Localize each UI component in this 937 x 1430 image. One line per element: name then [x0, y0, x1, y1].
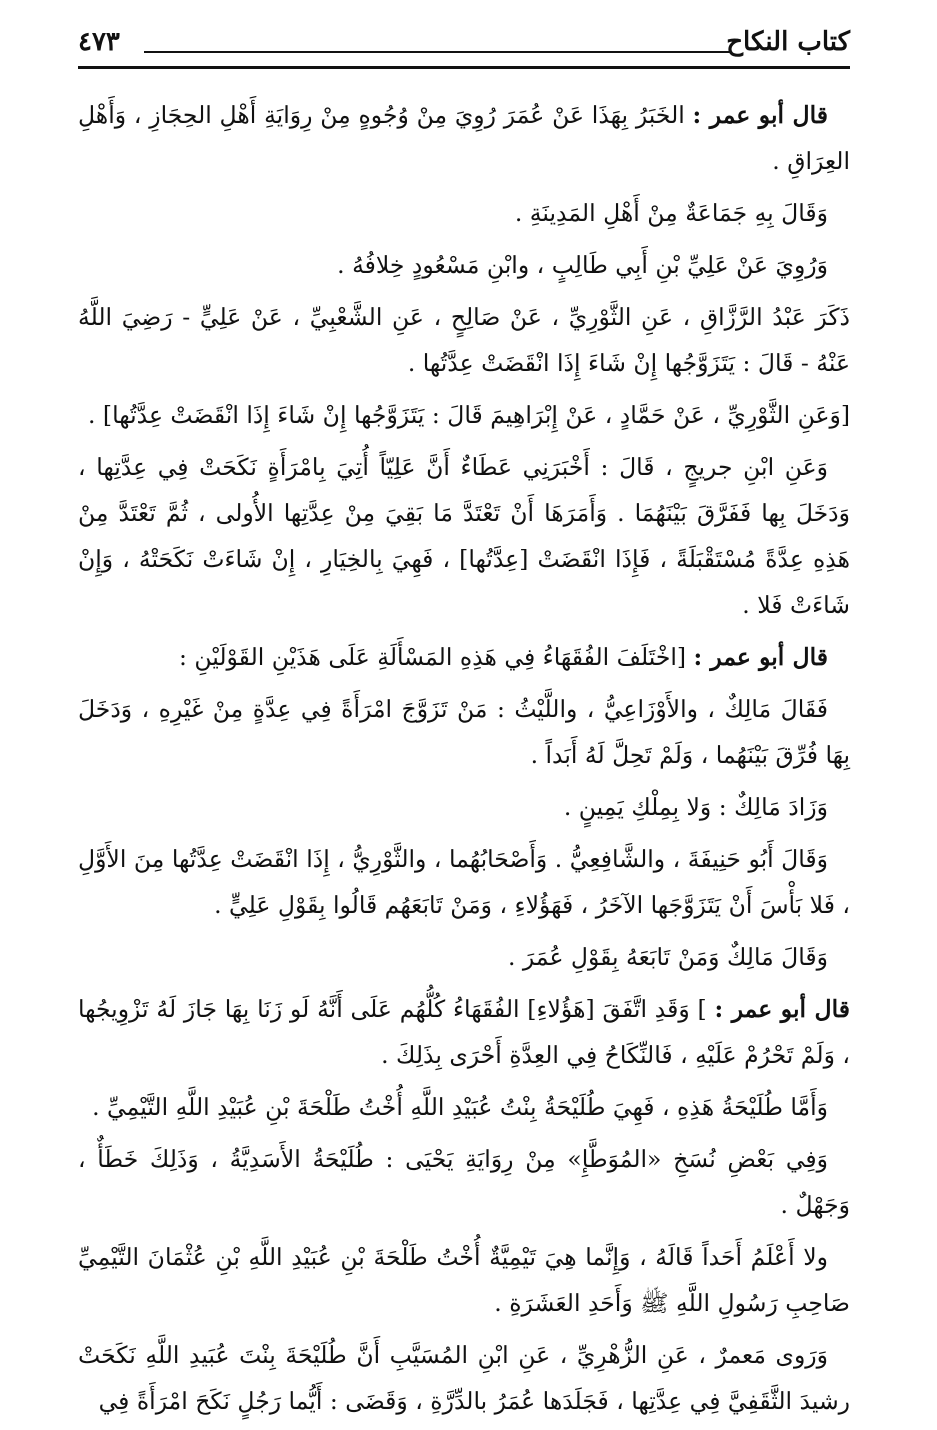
paragraph: [78, 242, 850, 288]
paragraph-text: فَقَالَ مَالِكٌ ، والأَوْزَاعِيُّ ، واللَّيْثُ : مَنْ تَزَوَّجَ امْرَأَةً فِي عِدَّةٍ مِنْ غَيْرِهِ ، وَدَخَلَ بِهَا فُرِّقَ بَيْنَهُما ، وَلَمْ تَحِلَّ لَهُ أَبَداً .: [78, 695, 850, 769]
paragraph-text: وَزَادَ مَالِكٌ : وَلا بِمِلْكِ يَمِينٍ .: [563, 793, 828, 821]
paragraph-text: [وَعَنِ الثَّوْرِيِّ ، عَنْ حَمَّادٍ ، عَنْ إِبْرَاهِيمَ قَالَ : يَتَزَوَّجُها إِنْ شَاءَ إِذَا انْقَضَتْ عِدَّتُها] .: [87, 401, 850, 429]
paragraph: [78, 1332, 850, 1424]
paragraph: [78, 1136, 850, 1228]
paragraph-text: وَفِي بَعْضِ نُسَخِ «المُوَطَّإِ» مِنْ رِوَايَةِ يَحْيَى : طُلَيْحَةُ الأَسَدِيَّةُ ، وَذَلِكَ خَطَأٌ ، وَجَهْلٌ .: [78, 1145, 850, 1219]
page-body: [78, 92, 850, 1430]
paragraph: [78, 686, 850, 778]
paragraph-text: ولا أَعْلَمُ أَحَداً قَالَهُ ، وَإِنَّما هِيَ تَيْمِيَّةٌ أُخْتُ طَلْحَةَ بْنِ عُبَيْدِ اللَّهِ بْنِ عُثْمَانَ التَّيْمِيِّ صَاحِبِ رَسُولِ اللَّهِ ﷺ وَأَحَدِ العَشَرَةِ .: [78, 1243, 850, 1317]
paragraph-text: [اخْتَلَفَ الفُقَهَاءُ فِي هَذِهِ المَسْأَلَةِ عَلَى هَذَيْنِ القَوْلَيْنِ :: [179, 643, 694, 671]
speaker-label: قال أبو عمر :: [693, 643, 828, 671]
paragraph: [78, 444, 850, 628]
paragraph-text: وَعَنِ ابْنِ جريجٍ ، قَالَ : أَخْبَرَنِي عَطَاءٌ أَنَّ عَلِيّاً أُتِيَ بِامْرَأَةٍ نَكَحَتْ فِي عِدَّتِها ، وَدَخَلَ بِها فَفَرَّقَ بَيْنَهُمَا . وَأَمَرَهَا أَنْ تَعْتَدَّ مَا بَقِيَ مِنْ عِدَّتِها الأُولى ، ثُمَّ تَعْتَدَّ مِنْ هَذِهِ عِدَّةً مُسْتَقْبَلَةً ، فَإِذَا انْقَضَتْ [عِدَّتُها] ، فَهِيَ بِالخِيَارِ ، إِنْ شَاءَتْ نَكَحَتْهُ ، وَإِنْ شَاءَتْ فَلا .: [78, 453, 850, 619]
paragraph-text: وَقَالَ مَالِكٌ وَمَنْ تَابَعَهُ بِقَوْلِ عُمَرَ .: [507, 943, 828, 971]
paragraph: [78, 934, 850, 980]
book-page: [78, 0, 850, 1415]
running-title: كتاب النكاح: [726, 27, 850, 57]
paragraph: [78, 1234, 850, 1326]
paragraph-text: وَرَوى مَعمرٌ ، عَنِ الزُّهْرِيِّ ، عَنِ ابْنِ المُسَيَّبِ أَنَّ طُلَيْحَةَ بِنْتَ عُبَيدِ اللَّهِ نَكَحَتْ رشيدَ الثَّقَفِيَّ فِي عِدَّتِها ، فَجَلَدَها عُمَرُ بالدِّرَّةِ ، وَقَضَى : أَيُّما رَجُلٍ نَكَحَ امْرَأَةً فِي: [78, 1341, 850, 1415]
page-number: ٤٧٣: [78, 27, 120, 57]
paragraph-text: الخَبَرُ بِهَذَا عَنْ عُمَرَ رُوِيَ مِنْ وُجُوهٍ مِنْ رِوَايَةِ أَهْلِ الحِجَازِ ، وَأَهْلِ العِرَاقِ .: [78, 101, 850, 175]
paragraph: [78, 836, 850, 928]
page-header: [78, 22, 850, 68]
paragraph-text: وَرُوِيَ عَنْ عَلِيِّ بْنِ أَبِي طَالِبٍ ، وابْنِ مَسْعُودٍ خِلافُهُ .: [337, 251, 828, 279]
paragraph-text: وَقَالَ أَبُو حَنِيفَةَ ، والشَّافِعِيُّ . وَأَصْحَابُهُما ، والثَّوْرِيُّ ، إِذَا انْقَضَتْ عِدَّتُها مِنَ الأَوَّلِ ، فَلا بَأْسَ أَنْ يَتَزَوَّجَها الآخَرُ ، فَهَؤُلاءِ ، وَمَنْ تَابَعَهُم قَالُوا بِقَوْلِ عَلِيٍّ .: [78, 845, 850, 919]
paragraph-text: ] وَقَدِ اتَّفَقَ [هَؤُلاءِ] الفُقَهَاءُ كُلُّهُم عَلَى أَنَّهُ لَو زَنَا بِهَا جَازَ لَهُ تَزْوِيجُها ، وَلَمْ تَحْرُمْ عَلَيْهِ ، فَالنِّكَاحُ فِي العِدَّةِ أَحْرَى بِذَلِكَ .: [78, 995, 850, 1069]
paragraph: [78, 92, 850, 184]
paragraph: [78, 392, 850, 438]
speaker-label: قال أبو عمر :: [714, 995, 850, 1023]
paragraph: [78, 986, 850, 1078]
paragraph-text: ذَكَرَ عَبْدُ الرَّزَّاقِ ، عَنِ الثَّوْرِيِّ ، عَنْ صَالِحٍ ، عَنِ الشَّعْبِيِّ ، عَنْ عَلِيٍّ - رَضِيَ اللَّهُ عَنْهُ - قَالَ : يَتَزَوَّجُها إِنْ شَاءَ إِذَا انْقَضَتْ عِدَّتُها .: [78, 303, 850, 377]
header-line: [144, 51, 732, 53]
paragraph: [78, 1084, 850, 1130]
speaker-label: قال أبو عمر :: [692, 101, 828, 129]
header-rule: [78, 66, 850, 69]
paragraph-text: وَقَالَ بِهِ جَمَاعَةٌ مِنْ أَهْلِ المَدِينَةِ .: [514, 199, 828, 227]
paragraph: [78, 190, 850, 236]
paragraph: [78, 294, 850, 386]
paragraph: [78, 634, 850, 680]
paragraph: [78, 784, 850, 830]
paragraph-text: وَأَمَّا طُلَيْحَةُ هَذِهِ ، فَهِيَ طُلَيْحَةُ بِنْتُ عُبَيْدِ اللَّهِ أُخْتُ طَلْحَةَ بْنِ عُبَيْدِ اللَّهِ التَّيْمِيِّ .: [92, 1093, 828, 1121]
